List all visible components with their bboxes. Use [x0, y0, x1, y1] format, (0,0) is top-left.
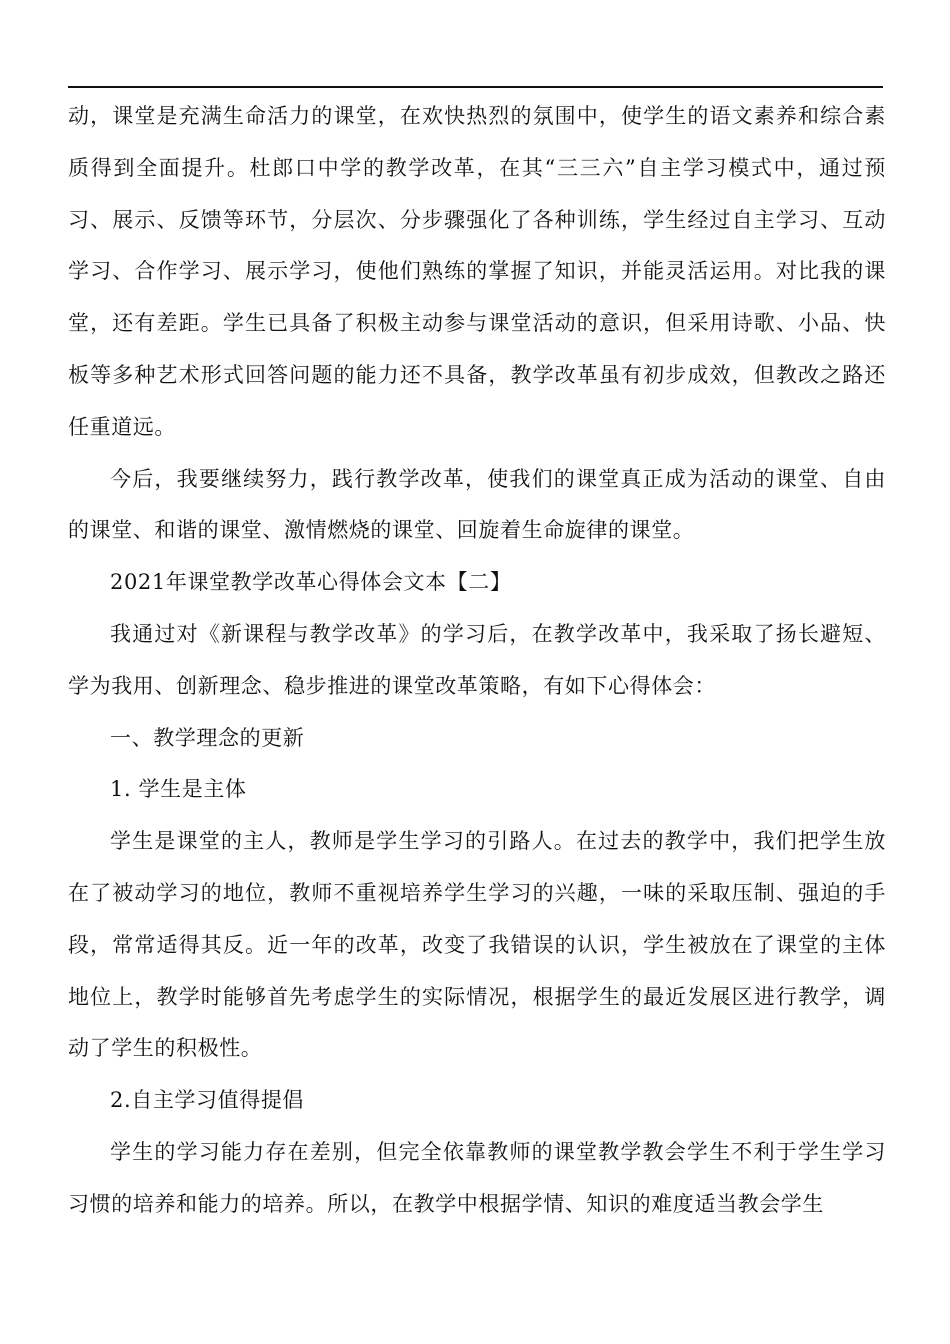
paragraph-future-plan: 今后，我要继续努力，践行教学改革，使我们的课堂真正成为活动的课堂、自由的课堂、和谐的课堂、激情燃烧的课堂、回旋着生命旋律的课堂。 [68, 466, 886, 543]
paragraph-student-subject: 学生是课堂的主人，教师是学生学习的引路人。在过去的教学中，我们把学生放在了被动学习的地位，教师不重视培养学生学习的兴趣，一味的采取压制、强迫的手段，常常适得其反。近一年的改革，改变了我错误的认识，学生被放在了课堂的主体地位上，教学时能够首先考虑学生的实际情况，根据学生的最近发展区进行教学，调动了学生的积极性。 [68, 829, 886, 1061]
document-body [68, 91, 886, 1231]
subheading-self-learning: 2.自主学习值得提倡 [110, 1088, 305, 1113]
paragraph-intro: 我通过对《新课程与教学改革》的学习后，在教学改革中，我采取了扬长避短、学为我用、创新理念、稳步推进的课堂改革策略，有如下心得体会： [68, 621, 886, 698]
subheading-student-subject: 1. 学生是主体 [110, 777, 247, 802]
section-title-part-two: 2021年课堂教学改革心得体会文本【二】 [110, 570, 512, 595]
paragraph-self-learning: 学生的学习能力存在差别，但完全依靠教师的课堂教学教会学生不利于学生学习习惯的培养和能力的培养。所以，在教学中根据学情、知识的难度适当教会学生 [68, 1139, 886, 1216]
heading-teaching-concept: 一、教学理念的更新 [110, 725, 305, 750]
paragraph-continuation: 动，课堂是充满生命活力的课堂，在欢快热烈的氛围中，使学生的语文素养和综合素质得到全面提升。杜郎口中学的教学改革，在其“三三六”自主学习模式中，通过预习、展示、反馈等环节，分层次、分步骤强化了各种训练，学生经过自主学习、互动学习、合作学习、展示学习，使他们熟练的掌握了知识，并能灵活运用。对比我的课堂，还有差距。学生已具备了积极主动参与课堂活动的意识，但采用诗歌、小品、快板等多种艺术形式回答问题的能力还不具备，教学改革虽有初步成效，但教改之路还任重道远。 [68, 104, 886, 439]
header-divider [68, 86, 883, 88]
